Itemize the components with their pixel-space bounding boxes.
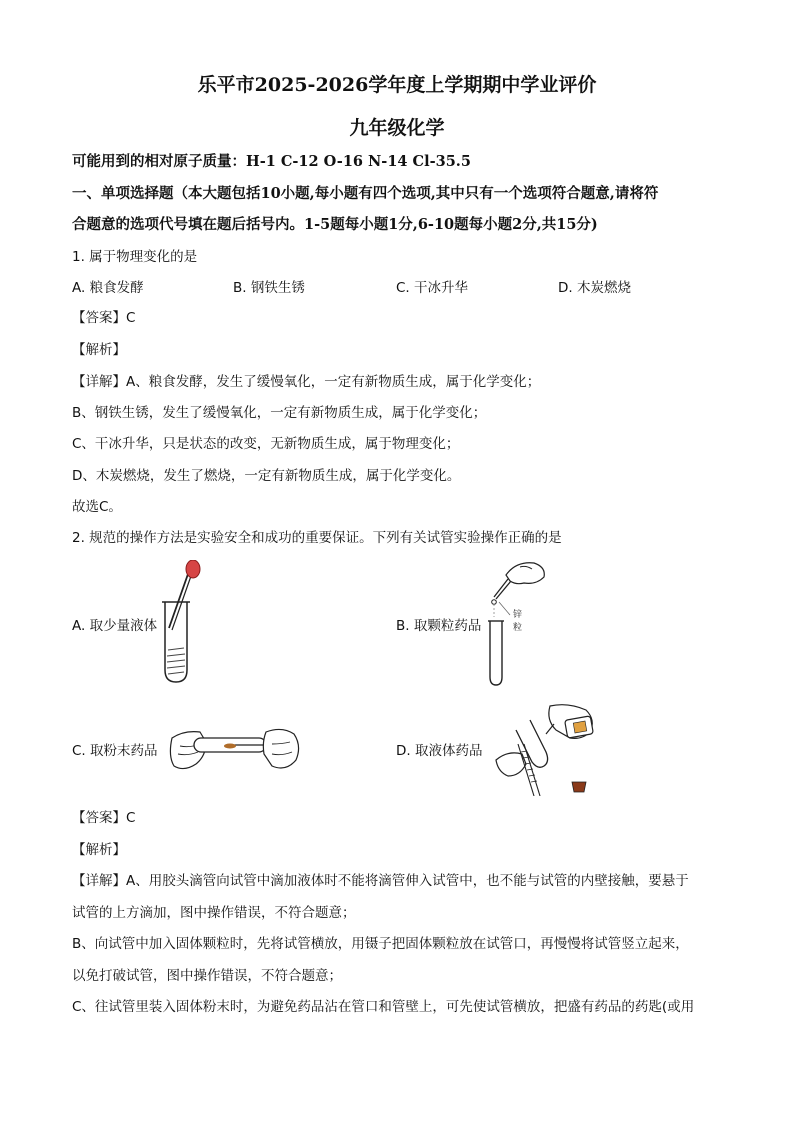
q1-option-d: D. 木炭燃烧 bbox=[558, 280, 631, 296]
q1-detail-line: D、木炭燃烧，发生了燃烧，一定有新物质生成，属于化学变化。 bbox=[72, 468, 461, 484]
q1-option-b: B. 钢铁生锈 bbox=[233, 280, 305, 296]
q2-detail-line: C、往试管里装入固体粉末时，为避免药品沾在管口和管壁上，可先使试管横放，把盛有药品的药匙(或用 bbox=[72, 999, 695, 1015]
label-zinc-1: 锌 bbox=[513, 610, 523, 620]
q1-detail-line: C、干冰升华，只是状态的改变，无新物质生成，属于物理变化； bbox=[72, 436, 460, 452]
q2-detail-line: 【详解】A、用胶头滴管向试管中滴加液体时不能将滴管伸入试管中，也不能与试管的内壁接触，要悬于 bbox=[72, 873, 689, 889]
q2-option-d: D. 取液体药品 bbox=[396, 743, 483, 759]
label-zinc-2: 粒 bbox=[513, 623, 523, 633]
q2-answer: 【答案】C bbox=[72, 810, 136, 826]
q2-option-a: A. 取少量液体 bbox=[72, 618, 158, 634]
q2-stem: 2. 规范的操作方法是实验安全和成功的重要保证。下列有关试管实验操作正确的是 bbox=[72, 530, 562, 546]
q1-detail-line: 【详解】A、粮食发酵，发生了缓慢氧化，一定有新物质生成，属于化学变化； bbox=[72, 374, 541, 390]
pour-liquid-figure bbox=[490, 700, 612, 796]
tweezers-granule-figure bbox=[480, 557, 560, 689]
exam-subtitle: 九年级化学 bbox=[349, 117, 445, 139]
q1-analysis-heading: 【解析】 bbox=[72, 342, 126, 358]
dropper-in-tube-figure bbox=[155, 560, 215, 685]
q1-answer: 【答案】C bbox=[72, 310, 136, 326]
q2-detail-line: B、向试管中加入固体颗粒时，先将试管横放，用镊子把固体颗粒放在试管口，再慢慢将试管竖立起来， bbox=[72, 936, 689, 952]
q1-stem: 1. 属于物理变化的是 bbox=[72, 249, 198, 265]
q1-option-c: C. 干冰升华 bbox=[396, 280, 469, 296]
atomic-masses: 可能用到的相对原子质量：H-1 C-12 O-16 N-14 Cl-35.5 bbox=[72, 153, 471, 170]
q2-detail-line: 试管的上方滴加，图中操作错误，不符合题意； bbox=[72, 905, 356, 921]
q2-option-c: C. 取粉末药品 bbox=[72, 743, 158, 759]
q2-detail-line: 以免打破试管，图中操作错误，不符合题意； bbox=[72, 968, 342, 984]
section-heading-line-2: 合题意的选项代号填在题后括号内。1-5题每小题1分,6-10题每小题2分,共15分) bbox=[72, 216, 598, 233]
q2-analysis-heading: 【解析】 bbox=[72, 842, 126, 858]
powder-spatula-figure bbox=[166, 712, 304, 780]
q1-detail-line: 故选C。 bbox=[72, 499, 122, 515]
q1-option-a: A. 粮食发酵 bbox=[72, 280, 144, 296]
exam-title: 乐平市2025-2026学年度上学期期中学业评价 bbox=[197, 74, 597, 96]
section-heading-line-1: 一、单项选择题（本大题包括10小题,每小题有四个选项,其中只有一个选项符合题意,请将符 bbox=[72, 185, 659, 202]
q1-detail-line: B、钢铁生锈，发生了缓慢氧化，一定有新物质生成，属于化学变化； bbox=[72, 405, 487, 421]
q2-option-b: B. 取颗粒药品 bbox=[396, 618, 482, 634]
